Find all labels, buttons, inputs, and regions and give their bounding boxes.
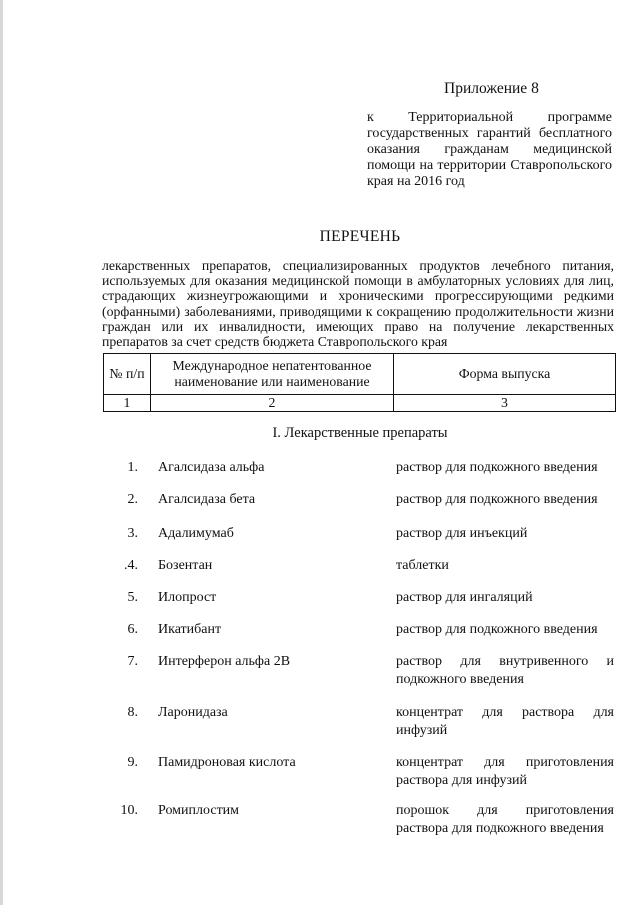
item-name: Бозентан xyxy=(158,558,213,573)
item-name: Илопрост xyxy=(158,590,217,605)
item-name: Агалсидаза альфа xyxy=(158,460,265,475)
item-form: таблетки xyxy=(396,558,449,573)
item-number: 2. xyxy=(127,492,138,507)
column-number-1: 1 xyxy=(104,395,151,412)
item-number: 9. xyxy=(127,755,138,770)
header-row xyxy=(104,354,616,395)
item-form: раствор для подкожного введения xyxy=(396,622,598,637)
scan-edge xyxy=(0,0,3,905)
document-subtitle: лекарственных препаратов, специализированных продуктов лечебного питания, используемых для оказания медицинской помощи в амбулаторных условиях для лиц, страдающих жизнеугрожающими и хроническими прогрессирующими редкими (орфанными) заболеваниями, приводящими к сокращению продолжительности жизни граждан или их инвалидности, имеющих право на получение лекарственных препаратов за счет средств бюджета Ставропольского края xyxy=(102,258,614,350)
header-name: Международное непатентованное наименование или наименование xyxy=(151,354,394,395)
item-form: порошок для приготовления раствора для подкожного введения xyxy=(396,803,614,836)
column-number-2: 2 xyxy=(151,395,394,412)
item-name: Памидроновая кислота xyxy=(158,755,296,770)
section-title: I. Лекарственные препараты xyxy=(272,425,448,441)
item-name: Икатибант xyxy=(158,622,222,637)
item-number: 6. xyxy=(127,622,138,637)
item-name: Интерферон альфа 2В xyxy=(158,654,291,669)
appendix-reference: к Территориальной программе государственных гарантий бесплатного оказания гражданам медицинской помощи на территории Ставропольского края на 2016 год xyxy=(367,110,612,189)
item-name: Ларонидаза xyxy=(158,705,228,720)
item-name: Ромиплостим xyxy=(158,803,240,818)
document-title: ПЕРЕЧЕНЬ xyxy=(319,228,401,245)
item-name: Адалимумаб xyxy=(158,526,234,541)
item-number: 1. xyxy=(127,460,138,475)
item-form: раствор для внутривенного и подкожного введения xyxy=(396,654,614,687)
item-form: раствор для инъекций xyxy=(396,526,528,541)
header-number: № п/п xyxy=(104,354,151,395)
header-table xyxy=(103,353,616,412)
item-form: концентрат для раствора для инфузий xyxy=(396,705,614,738)
item-form: раствор для ингаляций xyxy=(396,590,533,605)
column-number-3: 3 xyxy=(394,395,616,412)
column-number-row xyxy=(104,395,616,412)
item-name: Агалсидаза бета xyxy=(158,492,256,507)
header-form: Форма выпуска xyxy=(394,354,616,395)
item-number: .4. xyxy=(124,558,138,573)
item-form: раствор для подкожного введения xyxy=(396,460,598,475)
item-number: 10. xyxy=(120,803,138,818)
item-number: 7. xyxy=(127,654,138,669)
item-number: 8. xyxy=(127,705,138,720)
appendix-title: Приложение 8 xyxy=(444,80,539,97)
item-number: 3. xyxy=(127,526,138,541)
item-number: 5. xyxy=(127,590,138,605)
item-form: раствор для подкожного введения xyxy=(396,492,598,507)
item-form: концентрат для приготовления раствора для инфузий xyxy=(396,755,614,788)
